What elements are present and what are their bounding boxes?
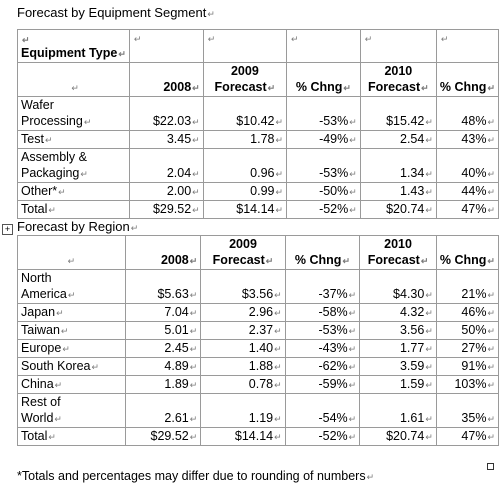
value-pct-change-2010: 21%↵: [436, 270, 498, 304]
value-pct-change-2010: 43%↵: [436, 131, 498, 149]
table-row: [18, 97, 499, 131]
column-header-row: [18, 63, 499, 97]
value-pct-change-2009: -43%↵: [285, 340, 360, 358]
value-2008: 2.04↵: [129, 149, 203, 183]
col-header-2009-forecast: 2009 Forecast↵: [203, 63, 286, 97]
row-label: Test↵: [18, 131, 130, 149]
value-2010-forecast: 3.56↵: [360, 322, 437, 340]
value-pct-change-2009: -52%↵: [285, 428, 360, 446]
region-table-title: Forecast by Region↵: [17, 219, 139, 234]
header-empty-cell: ↵: [360, 30, 436, 63]
table-row: [18, 358, 499, 376]
value-2009-forecast: $3.56↵: [201, 270, 285, 304]
value-2008: $22.03↵: [129, 97, 203, 131]
header-empty-cell: ↵: [287, 30, 361, 63]
table-row: [18, 183, 499, 201]
value-pct-change-2009: -53%↵: [285, 322, 360, 340]
value-2008: 2.45↵: [126, 340, 201, 358]
value-2008: 4.89↵: [126, 358, 201, 376]
value-pct-change-2010: 27%↵: [436, 340, 498, 358]
col-header-2009-forecast: 2009 Forecast↵: [201, 236, 285, 270]
table-row: [18, 394, 499, 428]
col-header-pct-change-2010: % Chng↵: [436, 63, 498, 97]
value-2010-forecast: $20.74↵: [360, 428, 437, 446]
footnote: *Totals and percentages may differ due to rounding of numbers↵: [17, 469, 375, 483]
table-row: [18, 304, 499, 322]
value-pct-change-2009: -50%↵: [287, 183, 361, 201]
value-2008: 2.61↵: [126, 394, 201, 428]
table-row: [18, 201, 499, 219]
value-2009-forecast: 1.88↵: [201, 358, 285, 376]
table-row: [18, 322, 499, 340]
value-pct-change-2009: -62%↵: [285, 358, 360, 376]
value-pct-change-2010: 46%↵: [436, 304, 498, 322]
value-2010-forecast: 1.77↵: [360, 340, 437, 358]
table-row: [18, 131, 499, 149]
value-2010-forecast: 1.59↵: [360, 376, 437, 394]
value-pct-change-2009: -59%↵: [285, 376, 360, 394]
value-2010-forecast: 1.43↵: [360, 183, 436, 201]
value-pct-change-2009: -53%↵: [287, 149, 361, 183]
header-empty-cell: ↵: [436, 30, 498, 63]
row-label: Taiwan↵: [18, 322, 126, 340]
value-pct-change-2010: 40%↵: [436, 149, 498, 183]
header-empty-cell: ↵: [203, 30, 286, 63]
value-pct-change-2010: 103%↵: [436, 376, 498, 394]
header-blank-cell: ↵: [18, 63, 130, 97]
table-row: [18, 149, 499, 183]
value-2008: 2.00↵: [129, 183, 203, 201]
row-label: Japan↵: [18, 304, 126, 322]
value-2010-forecast: 1.61↵: [360, 394, 437, 428]
row-label: North America↵: [18, 270, 126, 304]
value-2009-forecast: $14.14↵: [203, 201, 286, 219]
table-row: [18, 428, 499, 446]
value-pct-change-2009: -54%↵: [285, 394, 360, 428]
value-2010-forecast: 3.59↵: [360, 358, 437, 376]
table-row: [18, 376, 499, 394]
row-label: Other*↵: [18, 183, 130, 201]
segment-table: [17, 29, 499, 219]
value-pct-change-2010: 35%↵: [436, 394, 498, 428]
value-2009-forecast: 0.99↵: [203, 183, 286, 201]
row-label: South Korea↵: [18, 358, 126, 376]
row-label: Europe↵: [18, 340, 126, 358]
value-pct-change-2009: -58%↵: [285, 304, 360, 322]
value-2009-forecast: 1.78↵: [203, 131, 286, 149]
value-2010-forecast: $4.30↵: [360, 270, 437, 304]
value-2009-forecast: 0.96↵: [203, 149, 286, 183]
col-header-2008: 2008↵: [129, 63, 203, 97]
row-label: Assembly & Packaging↵: [18, 149, 130, 183]
value-pct-change-2009: -52%↵: [287, 201, 361, 219]
table-move-handle[interactable]: +: [2, 224, 13, 235]
value-2008: $29.52↵: [129, 201, 203, 219]
region-table: [17, 235, 499, 446]
header-row: [18, 30, 499, 63]
value-pct-change-2010: 50%↵: [436, 322, 498, 340]
value-pct-change-2009: -53%↵: [287, 97, 361, 131]
value-2009-forecast: $14.14↵: [201, 428, 285, 446]
value-2008: $29.52↵: [126, 428, 201, 446]
equipment-type-header: ↵ Equipment Type↵: [18, 30, 130, 63]
value-2010-forecast: $20.74↵: [360, 201, 436, 219]
value-pct-change-2010: 48%↵: [436, 97, 498, 131]
row-label: Total↵: [18, 201, 130, 219]
value-2009-forecast: 2.96↵: [201, 304, 285, 322]
col-header-2010-forecast: 2010 Forecast↵: [360, 236, 437, 270]
value-pct-change-2010: 47%↵: [436, 428, 498, 446]
value-2008: $5.63↵: [126, 270, 201, 304]
value-2008: 3.45↵: [129, 131, 203, 149]
col-header-pct-change-2009: % Chng↵: [285, 236, 360, 270]
segment-table-title: Forecast by Equipment Segment↵: [17, 5, 215, 20]
col-header-pct-change-2009: % Chng↵: [287, 63, 361, 97]
value-2009-forecast: 2.37↵: [201, 322, 285, 340]
value-pct-change-2010: 44%↵: [436, 183, 498, 201]
row-label: Wafer Processing↵: [18, 97, 130, 131]
value-2008: 7.04↵: [126, 304, 201, 322]
col-header-2010-forecast: 2010 Forecast↵: [360, 63, 436, 97]
value-pct-change-2010: 91%↵: [436, 358, 498, 376]
value-2010-forecast: 2.54↵: [360, 131, 436, 149]
table-resize-handle[interactable]: [487, 463, 494, 470]
row-label: China↵: [18, 376, 126, 394]
table-row: [18, 270, 499, 304]
table-row: [18, 340, 499, 358]
col-header-2008: 2008↵: [126, 236, 201, 270]
value-pct-change-2009: -49%↵: [287, 131, 361, 149]
row-label: Rest of World↵: [18, 394, 126, 428]
header-empty-cell: ↵: [129, 30, 203, 63]
value-pct-change-2010: 47%↵: [436, 201, 498, 219]
value-pct-change-2009: -37%↵: [285, 270, 360, 304]
value-2010-forecast: 4.32↵: [360, 304, 437, 322]
value-2009-forecast: $10.42↵: [203, 97, 286, 131]
value-2008: 1.89↵: [126, 376, 201, 394]
value-2010-forecast: $15.42↵: [360, 97, 436, 131]
value-2009-forecast: 1.19↵: [201, 394, 285, 428]
column-header-row: [18, 236, 499, 270]
header-blank-cell: ↵: [18, 236, 126, 270]
value-2008: 5.01↵: [126, 322, 201, 340]
value-2009-forecast: 1.40↵: [201, 340, 285, 358]
col-header-pct-change-2010: % Chng↵: [436, 236, 498, 270]
value-2009-forecast: 0.78↵: [201, 376, 285, 394]
value-2010-forecast: 1.34↵: [360, 149, 436, 183]
row-label: Total↵: [18, 428, 126, 446]
